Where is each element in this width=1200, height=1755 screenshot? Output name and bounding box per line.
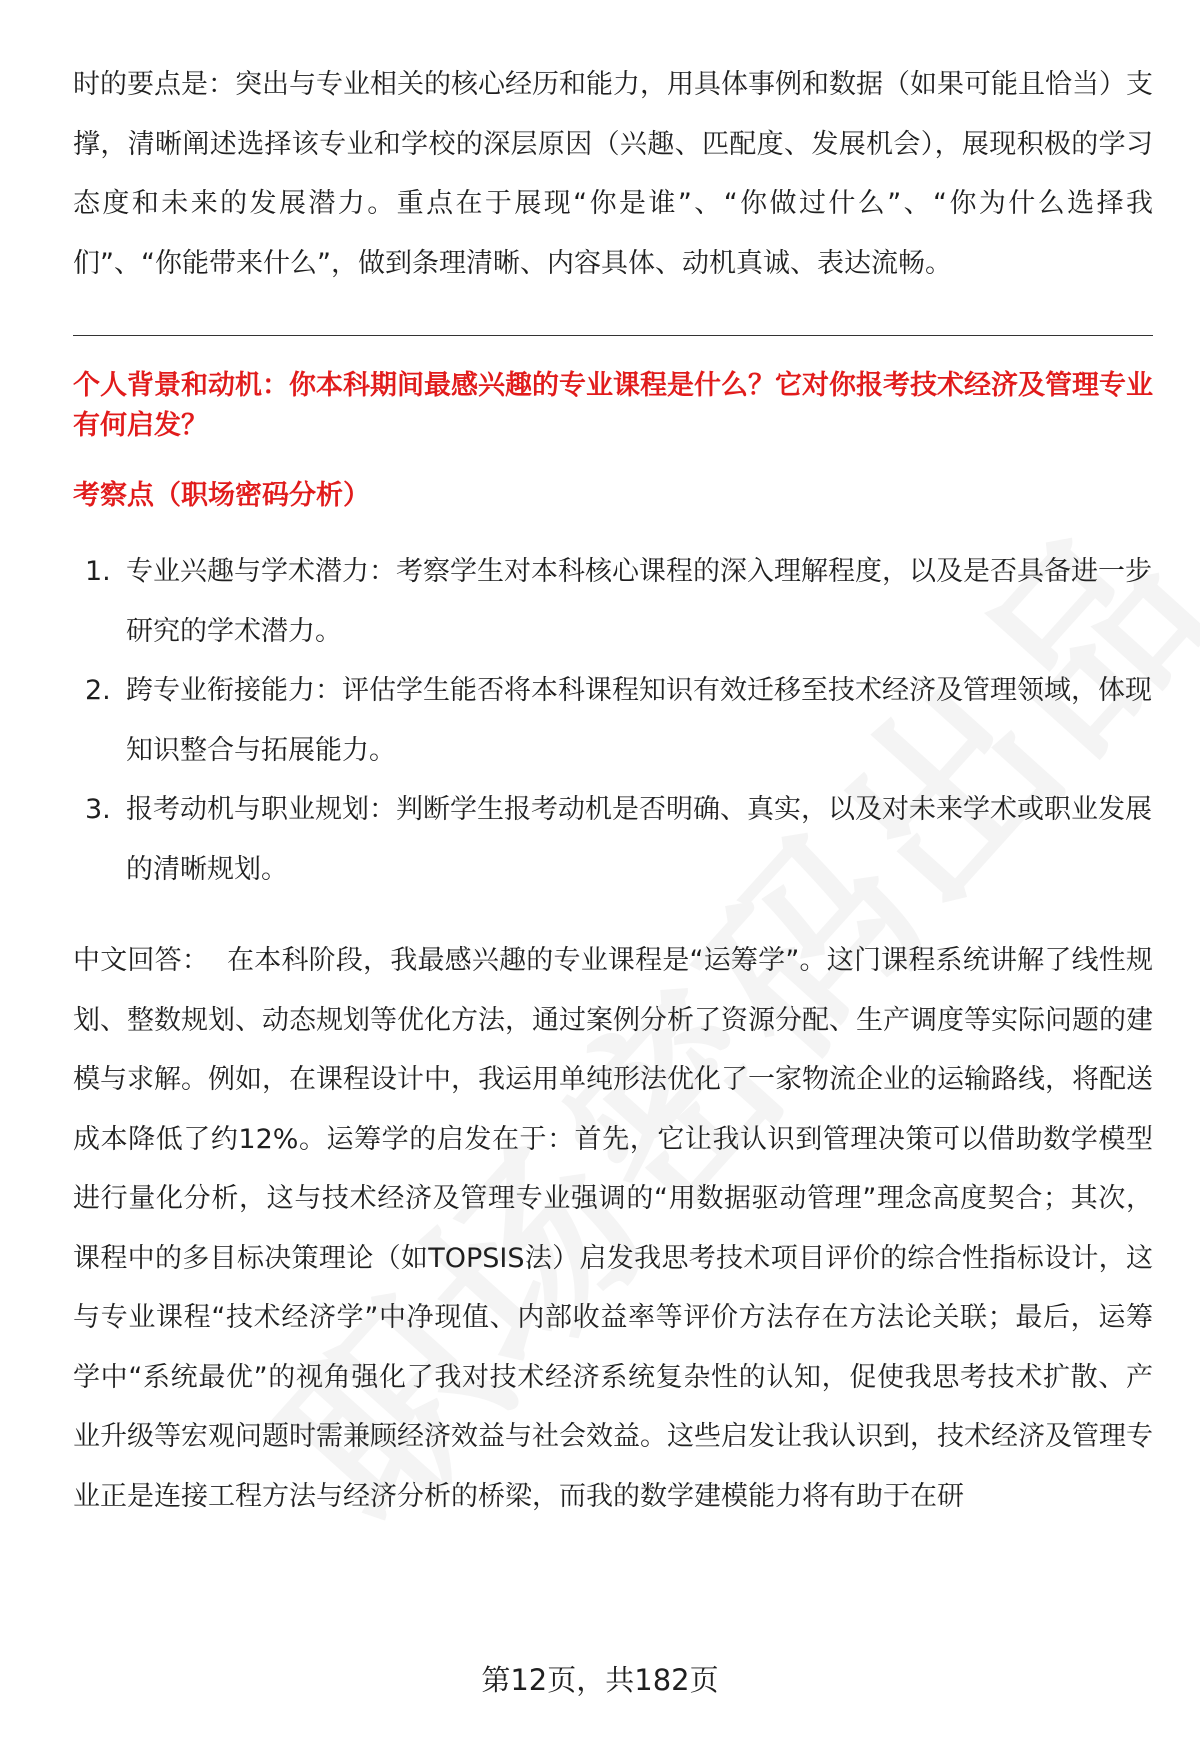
list-number: 3. [85, 794, 111, 825]
section-divider [73, 335, 1153, 336]
list-text: 跨专业衔接能力：评估学生能否将本科课程知识有效迁移至技术经济及管理领域，体现知识整合与拓展能力。 [126, 675, 1152, 766]
list-number: 2. [85, 675, 111, 706]
answer-label: 中文回答： [73, 945, 210, 976]
intro-paragraph: 时的要点是：突出与专业相关的核心经历和能力，用具体事例和数据（如果可能且恰当）支撑，清晰阐述选择该专业和学校的深层原因（兴趣、匹配度、发展机会），展现积极的学习态度和未来的发展潜力。重点在于展现“你是谁”、“你做过什么”、“你为什么选择我们”、“你能带来什么”，做到条理清晰、内容具体、动机真诚、表达流畅。 [73, 69, 1153, 279]
focus-title: 考察点（职场密码分析） [73, 480, 370, 511]
answer-text: 在本科阶段，我最感兴趣的专业课程是“运筹学”。这门课程系统讲解了线性规划、整数规划、动态规划等优化方法，通过案例分析了资源分配、生产调度等实际问题的建模与求解。例如，在课程设计中，我运用单纯形法优化了一家物流企业的运输路线，将配送成本降低了约12%。运筹学的启发在于：首先，它让我认识到管理决策可以借助数学模型进行量化分析，这与技术经济及管理专业强调的“用数据驱动管理”理念高度契合；其次，课程中的多目标决策理论（如TOPSIS法）启发我思考技术项目评价的综合性指标设计，这与专业课程“技术经济学”中净现值、内部收益率等评价方法存在方法论关联；最后，运筹学中“系统最优”的视角强化了我对技术经济系统复杂性的认知，促使我思考技术扩散、产业升级等宏观问题时需兼顾经济效益与社会效益。这些启发让我认识到，技术经济及管理专业正是连接工程方法与经济分析的桥梁，而我的数学建模能力将有助于在研 [73, 945, 1153, 1512]
answer-paragraph [73, 931, 1153, 1526]
document-page [73, 55, 1153, 1526]
list-item [73, 661, 1153, 780]
page-number: 第12页，共182页 [481, 1663, 719, 1697]
focus-list [73, 542, 1153, 899]
list-text: 报考动机与职业规划：判断学生报考动机是否明确、真实，以及对未来学术或职业发展的清晰规划。 [126, 794, 1152, 885]
question-heading: 个人背景和动机：你本科期间最感兴趣的专业课程是什么？它对你报考技术经济及管理专业有何启发？ [73, 370, 1153, 441]
list-item [73, 542, 1153, 661]
list-number: 1. [85, 556, 111, 587]
list-text: 专业兴趣与学术潜力：考察学生对本科核心课程的深入理解程度，以及是否具备进一步研究的学术潜力。 [126, 556, 1152, 647]
list-item [73, 780, 1153, 899]
